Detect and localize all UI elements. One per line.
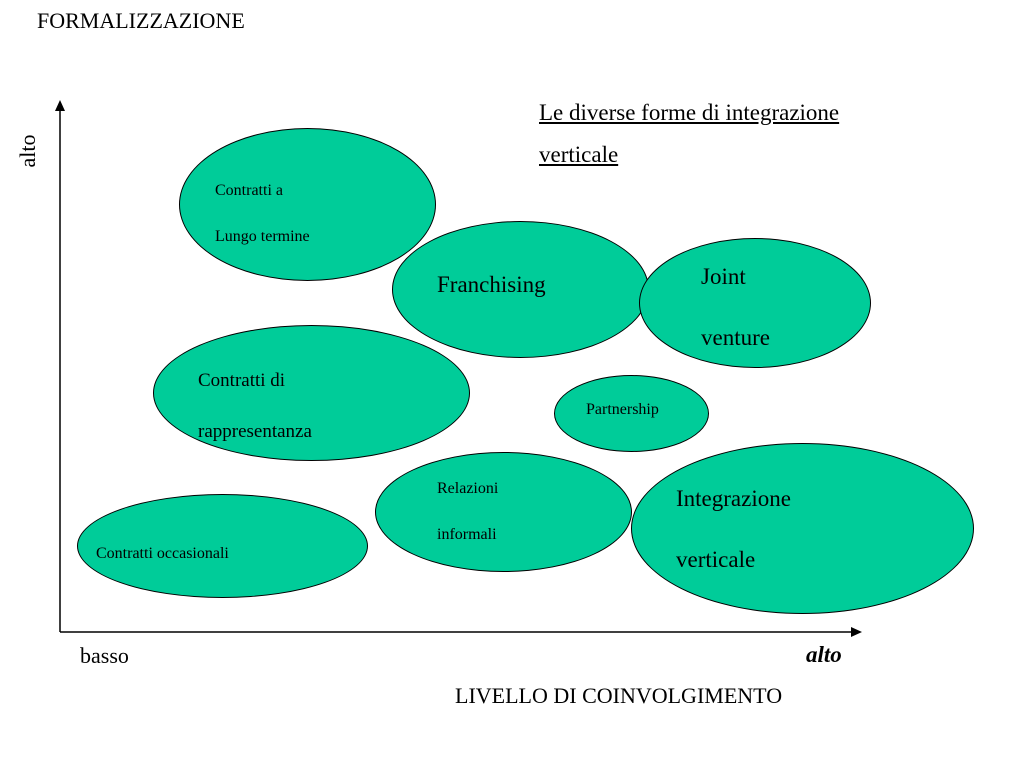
x-axis-arrow — [851, 627, 862, 637]
y-axis-arrow — [55, 100, 65, 111]
bubble-line: Franchising — [437, 272, 546, 297]
x-axis-low-label: basso — [80, 643, 129, 668]
x-axis-title: LIVELLO DI COINVOLGIMENTO — [455, 683, 783, 708]
bubble-line: rappresentanza — [198, 421, 312, 442]
diagram-title-line-2: verticale — [539, 142, 619, 167]
diagram-title-line-1: Le diverse forme di integrazione — [539, 100, 840, 125]
bubble-line: verticale — [676, 547, 756, 572]
bubble-label-contratti-occasionali — [96, 545, 229, 563]
bubble-label-relazioni-informali — [437, 466, 498, 558]
bubble-line: Contratti di — [198, 370, 286, 391]
bubble-line: Joint — [701, 264, 746, 289]
y-axis-high-label: alto — [15, 134, 40, 168]
bubble-label-integrazione-verticale — [676, 468, 791, 590]
bubble-line: venture — [701, 325, 770, 350]
bubble-line: Relazioni — [437, 480, 499, 497]
bubble-line: Contratti occasionali — [96, 545, 229, 562]
bubble-label-franchising — [437, 272, 546, 298]
diagram-title — [539, 92, 884, 176]
bubble-label-joint-venture — [701, 246, 770, 368]
y-axis-title: FORMALIZZAZIONE — [37, 8, 245, 33]
bubble-line: informali — [437, 526, 497, 543]
bubble-line: Partnership — [586, 401, 659, 418]
bubble-label-partnership — [586, 401, 659, 419]
bubble-line: Lungo termine — [215, 228, 310, 245]
bubble-label-contratti-rappresentanza — [198, 355, 312, 457]
x-axis-high-label: alto — [806, 642, 842, 667]
bubble-line: Integrazione — [676, 486, 791, 511]
bubble-label-contratti-lungo-termine — [215, 168, 310, 260]
bubble-relazioni-informali — [375, 452, 632, 572]
bubble-line: Contratti a — [215, 182, 283, 199]
